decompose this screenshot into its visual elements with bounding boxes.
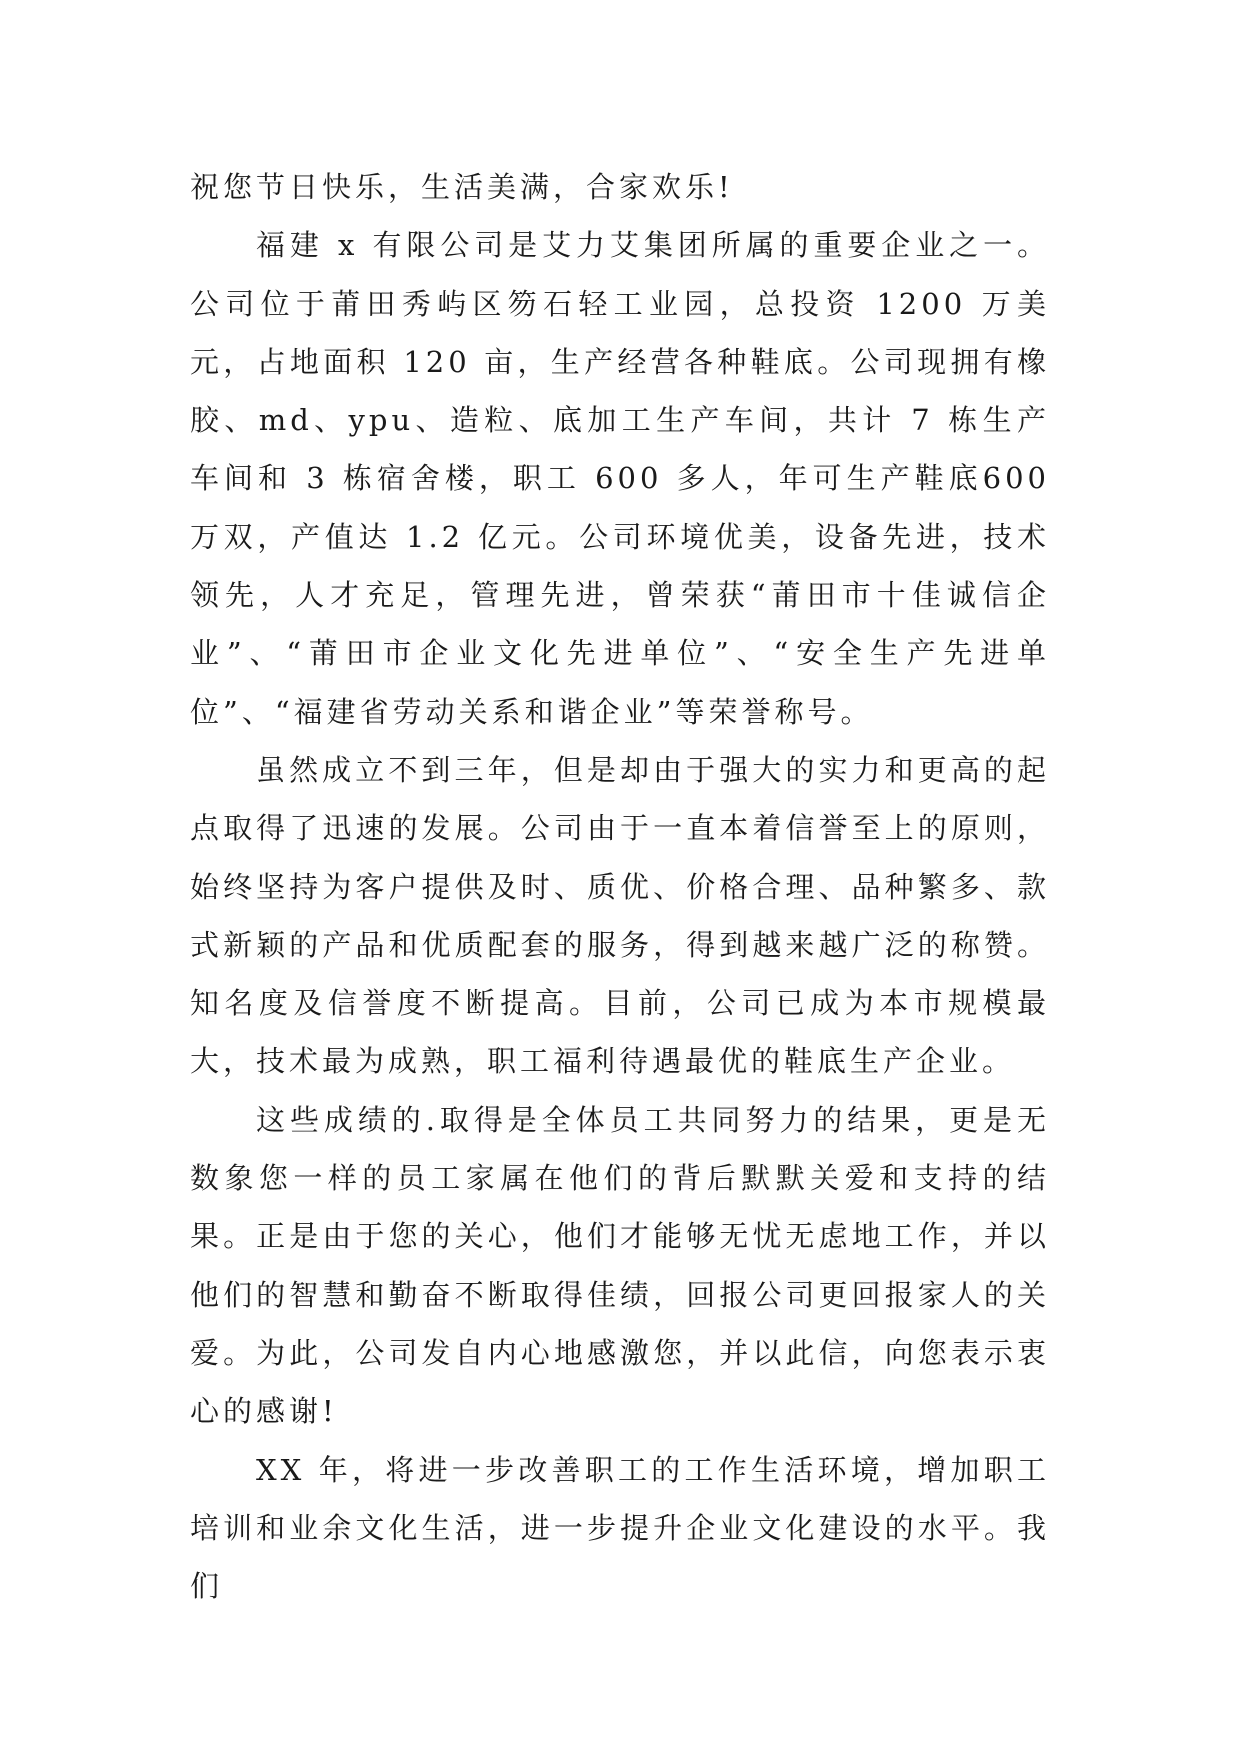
paragraph-development: 虽然成立不到三年，但是却由于强大的实力和更高的起点取得了迅速的发展。公司由于一直本着信誉至上的原则，始终坚持为客户提供及时、质优、价格合理、品种繁多、款式新颖的产品和优质配套的服务，得到越来越广泛的称赞。知名度及信誉度不断提高。目前，公司已成为本市规模最大，技术最为成熟，职工福利待遇最优的鞋底生产企业。 [190,752,1050,1079]
paragraph-greeting: 祝您节日快乐，生活美满，合家欢乐! [190,170,734,204]
document-body [190,158,1050,1615]
paragraph-thanks: 这些成绩的.取得是全体员工共同努力的结果，更是无数象您一样的员工家属在他们的背后默默关爱和支持的结果。正是由于您的关心，他们才能够无忧无虑地工作，并以他们的智慧和勤奋不断取得佳绩，回报公司更回报家人的关爱。为此，公司发自内心地感激您，并以此信，向您表示衷心的感谢! [190,1102,1050,1429]
paragraph-company-intro: 福建 x 有限公司是艾力艾集团所属的重要企业之一。公司位于莆田秀屿区笏石轻工业园，总投资 1200 万美元，占地面积 120 亩，生产经营各种鞋底。公司现拥有橡胶、md、ypu、造粒、底加工生产车间，共计 7 栋生产车间和 3 栋宿舍楼，职工 600 多人，年可生产鞋底600 万双，产值达 1.2 亿元。公司环境优美，设备先进，技术领先，人才充足，管理先进，曾荣获“莆田市十佳诚信企业”、“莆田市企业文化先进单位”、“安全生产先进单位”、“福建省劳动关系和谐企业”等荣誉称号。 [190,228,1050,729]
paragraph-future-plans: XX 年，将进一步改善职工的工作生活环境，增加职工培训和业余文化生活，进一步提升企业文化建设的水平。我们 [190,1452,1050,1604]
